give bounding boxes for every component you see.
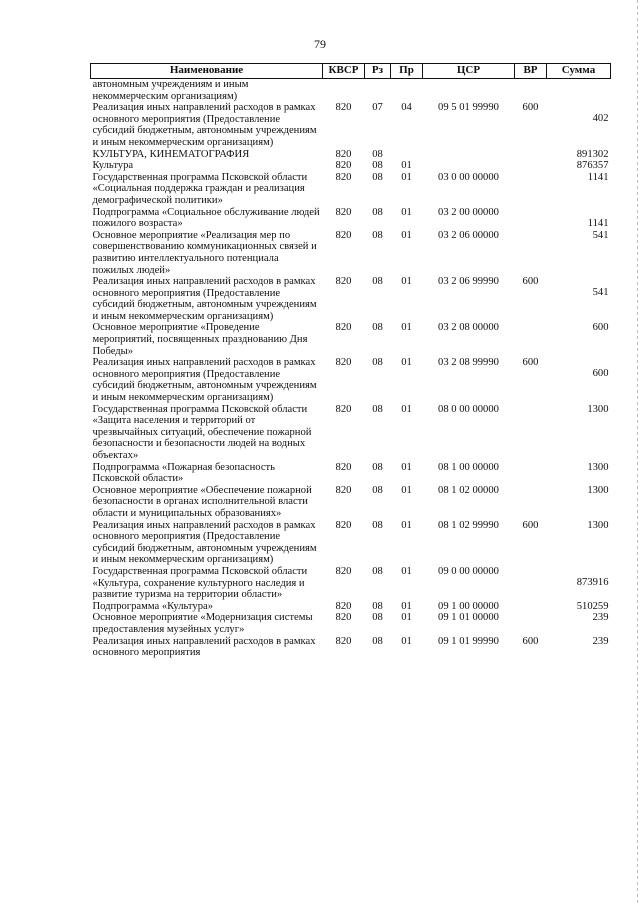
- cell-pr: 01: [401, 461, 412, 473]
- table-body: [91, 79, 611, 659]
- cell-csr: 03 2 00 00000: [438, 206, 499, 218]
- cell-kvsr: 820: [335, 565, 352, 577]
- cell-sum: 1141: [587, 171, 609, 183]
- cell-sum: 1300: [587, 519, 609, 531]
- cell-csr: 09 0 00 00000: [438, 565, 499, 577]
- cell-pr: 01: [401, 276, 412, 288]
- cell-kvsr: 820: [335, 612, 352, 624]
- cell-name: Основное мероприятие «Обеспечение пожарной безопасности в органах исполнительной власти области и муниципальных образованиях»: [92, 484, 312, 519]
- header-kvsr: КВСР: [323, 64, 365, 79]
- cell-name: Реализация иных направлений расходов в рамках основного мероприятия (Предоставление субсидий бюджетным, автономным учреждениям и иным некоммерческим организациям): [92, 102, 317, 148]
- cell-csr: 08 1 02 99990: [438, 519, 499, 531]
- cell-sum: 876357: [576, 160, 609, 172]
- cell-pr: 01: [401, 612, 412, 624]
- cell-rz: 08: [372, 635, 383, 647]
- cell-name: Подпрограмма «Пожарная безопасность Псковской области»: [92, 461, 275, 485]
- cell-sum: 541: [592, 287, 609, 299]
- table-row: [91, 566, 611, 601]
- cell-sum: 402: [592, 113, 609, 125]
- cell-rz: 08: [372, 276, 383, 288]
- cell-sum: 1141: [587, 217, 609, 229]
- cell-sum: 873916: [576, 576, 609, 588]
- cell-sum: 1300: [587, 461, 609, 473]
- cell-kvsr: 820: [335, 171, 352, 183]
- cell-pr: 01: [401, 160, 412, 172]
- cell-csr: [423, 160, 515, 172]
- cell-vr: [515, 322, 547, 357]
- cell-csr: 03 2 06 99990: [438, 276, 499, 288]
- cell-kvsr: 820: [335, 206, 352, 218]
- cell-rz: 08: [372, 229, 383, 241]
- cell-name: Государственная программа Псковской области «Социальная поддержка граждан и реализация демографической политики»: [92, 171, 308, 206]
- cell-vr: 600: [522, 635, 539, 647]
- cell-kvsr: 820: [335, 148, 352, 160]
- cell-rz: 08: [372, 322, 383, 334]
- cell-name: Государственная программа Псковской области «Защита населения и территорий от чрезвычайных ситуаций, обеспечение пожарной безопасности и безопасности людей на водных объектах»: [92, 403, 312, 461]
- cell-kvsr: 820: [335, 484, 352, 496]
- table-row: [91, 172, 611, 207]
- table-row: [91, 230, 611, 276]
- cell-kvsr: 820: [335, 403, 352, 415]
- cell-kvsr: 820: [335, 322, 352, 334]
- cell-rz: 08: [372, 403, 383, 415]
- cell-vr: [515, 207, 547, 230]
- cell-rz: 08: [372, 519, 383, 531]
- cell-csr: 09 1 01 99990: [438, 635, 499, 647]
- header-name: Наименование: [91, 64, 323, 79]
- cell-sum: 891302: [576, 148, 609, 160]
- cell-kvsr: 820: [335, 461, 352, 473]
- cell-vr: [515, 462, 547, 485]
- cell-rz: 08: [372, 565, 383, 577]
- cell-rz: 08: [372, 206, 383, 218]
- cell-kvsr: 820: [335, 519, 352, 531]
- cell-rz: 08: [372, 160, 383, 172]
- cell-csr: 03 2 06 00000: [438, 229, 499, 241]
- cell-rz: 07: [372, 102, 383, 114]
- cell-name: Подпрограмма «Культура»: [92, 600, 214, 612]
- cell-vr: [515, 160, 547, 172]
- table-row: [91, 485, 611, 520]
- table-row: [91, 520, 611, 566]
- cell-csr: 08 1 02 00000: [438, 484, 499, 496]
- cell-pr: 01: [401, 206, 412, 218]
- cell-name: автономным учреждениям и иным некоммерческим организациям): [92, 79, 249, 102]
- cell-name: Подпрограмма «Социальное обслуживание людей пожилого возраста»: [92, 206, 320, 230]
- header-sum: Сумма: [547, 64, 611, 79]
- cell-pr: 04: [401, 102, 412, 114]
- cell-name: Основное мероприятие «Реализация мер по совершенствованию коммуникационных связей и развитию интеллектуального потенциала пожилых людей»: [92, 229, 317, 276]
- header-vr: ВР: [515, 64, 547, 79]
- cell-name: Основное мероприятие «Модернизация системы предоставления музейных услуг»: [92, 612, 313, 635]
- cell-name: КУЛЬТУРА, КИНЕМАТОГРАФИЯ: [92, 148, 250, 160]
- cell-vr: [515, 601, 547, 613]
- cell-rz: 08: [372, 484, 383, 496]
- header-csr: ЦСР: [423, 64, 515, 79]
- cell-csr: 09 1 00 00000: [438, 600, 499, 612]
- cell-vr: 600: [522, 519, 539, 531]
- cell-sum: 510259: [576, 600, 609, 612]
- table-row: [91, 207, 611, 230]
- cell-kvsr: 820: [335, 635, 352, 647]
- cell-rz: 08: [372, 600, 383, 612]
- table-row: [91, 322, 611, 357]
- header-rz: Рз: [365, 64, 391, 79]
- cell-pr: 01: [401, 565, 412, 577]
- table-row: [91, 357, 611, 403]
- table-row: [91, 462, 611, 485]
- table-row: [91, 160, 611, 172]
- cell-pr: [391, 149, 423, 161]
- cell-vr: 600: [522, 102, 539, 114]
- cell-pr: 01: [401, 600, 412, 612]
- cell-name: Реализация иных направлений расходов в рамках основного мероприятия (Предоставление субсидий бюджетным, автономным учреждениям и иным некоммерческим организациям): [92, 276, 317, 322]
- cell-csr: [423, 149, 515, 161]
- scan-edge: [637, 0, 638, 905]
- cell-name: Государственная программа Псковской области «Культура, сохранение культурного наследия и развитие туризма на территории области»: [92, 565, 308, 601]
- cell-pr: 01: [401, 484, 412, 496]
- cell-rz: 08: [372, 171, 383, 183]
- cell-name: Культура: [92, 160, 134, 172]
- cell-csr: 08 1 00 00000: [438, 461, 499, 473]
- cell-pr: 01: [401, 635, 412, 647]
- cell-csr: 08 0 00 00000: [438, 403, 499, 415]
- cell-pr: [391, 79, 423, 103]
- cell-sum: 541: [592, 229, 609, 241]
- cell-kvsr: 820: [335, 357, 352, 369]
- cell-name: Реализация иных направлений расходов в рамках основного мероприятия (Предоставление субсидий бюджетным, автономным учреждениям и иным некоммерческим организациям): [92, 519, 317, 566]
- cell-vr: [515, 485, 547, 520]
- cell-kvsr: 820: [335, 102, 352, 114]
- cell-vr: [515, 172, 547, 207]
- table-row: [91, 149, 611, 161]
- budget-table: [90, 63, 611, 659]
- cell-rz: 08: [372, 357, 383, 369]
- cell-vr: 600: [522, 357, 539, 369]
- cell-csr: 03 0 00 00000: [438, 171, 499, 183]
- cell-vr: [515, 149, 547, 161]
- cell-vr: [515, 404, 547, 462]
- cell-kvsr: 820: [335, 160, 352, 172]
- cell-pr: 01: [401, 519, 412, 531]
- cell-pr: 01: [401, 171, 412, 183]
- cell-csr: 09 1 01 00000: [438, 612, 499, 624]
- cell-sum: 600: [592, 322, 609, 334]
- cell-name: Реализация иных направлений расходов в рамках основного мероприятия: [92, 635, 316, 659]
- cell-vr: [515, 79, 547, 103]
- cell-sum: 239: [592, 612, 609, 624]
- cell-rz: [365, 79, 391, 103]
- cell-name: Реализация иных направлений расходов в рамках основного мероприятия (Предоставление субсидий бюджетным, автономным учреждениям и иным некоммерческим организациям): [92, 357, 317, 404]
- table-header-row: [91, 64, 611, 79]
- cell-vr: [515, 612, 547, 635]
- cell-sum: 600: [592, 368, 609, 380]
- cell-kvsr: 820: [335, 276, 352, 288]
- cell-vr: [515, 230, 547, 276]
- table-row: [91, 404, 611, 462]
- header-pr: Пр: [391, 64, 423, 79]
- cell-vr: [515, 566, 547, 601]
- cell-sum: 239: [592, 635, 609, 647]
- cell-rz: 08: [372, 612, 383, 624]
- cell-pr: 01: [401, 357, 412, 369]
- cell-vr: 600: [522, 276, 539, 288]
- cell-name: Основное мероприятие «Проведение мероприятий, посвященных празднованию Дня Победы»: [92, 322, 308, 357]
- cell-kvsr: [323, 79, 365, 103]
- table-row: [91, 276, 611, 322]
- table-row: [91, 79, 611, 103]
- table-row: [91, 601, 611, 613]
- cell-pr: 01: [401, 229, 412, 241]
- cell-kvsr: 820: [335, 600, 352, 612]
- cell-csr: 03 2 08 99990: [438, 357, 499, 369]
- cell-csr: [423, 79, 515, 103]
- cell-pr: 01: [401, 403, 412, 415]
- cell-sum: [547, 79, 611, 103]
- cell-rz: 08: [372, 461, 383, 473]
- cell-pr: 01: [401, 322, 412, 334]
- table-row: [91, 612, 611, 635]
- cell-sum: 1300: [587, 403, 609, 415]
- cell-sum: 1300: [587, 484, 609, 496]
- cell-rz: 08: [372, 148, 383, 160]
- cell-kvsr: 820: [335, 229, 352, 241]
- cell-csr: 03 2 08 00000: [438, 322, 499, 334]
- table-row: [91, 636, 611, 659]
- cell-csr: 09 5 01 99990: [438, 102, 499, 114]
- table-row: [91, 102, 611, 148]
- page-number: 79: [314, 37, 326, 51]
